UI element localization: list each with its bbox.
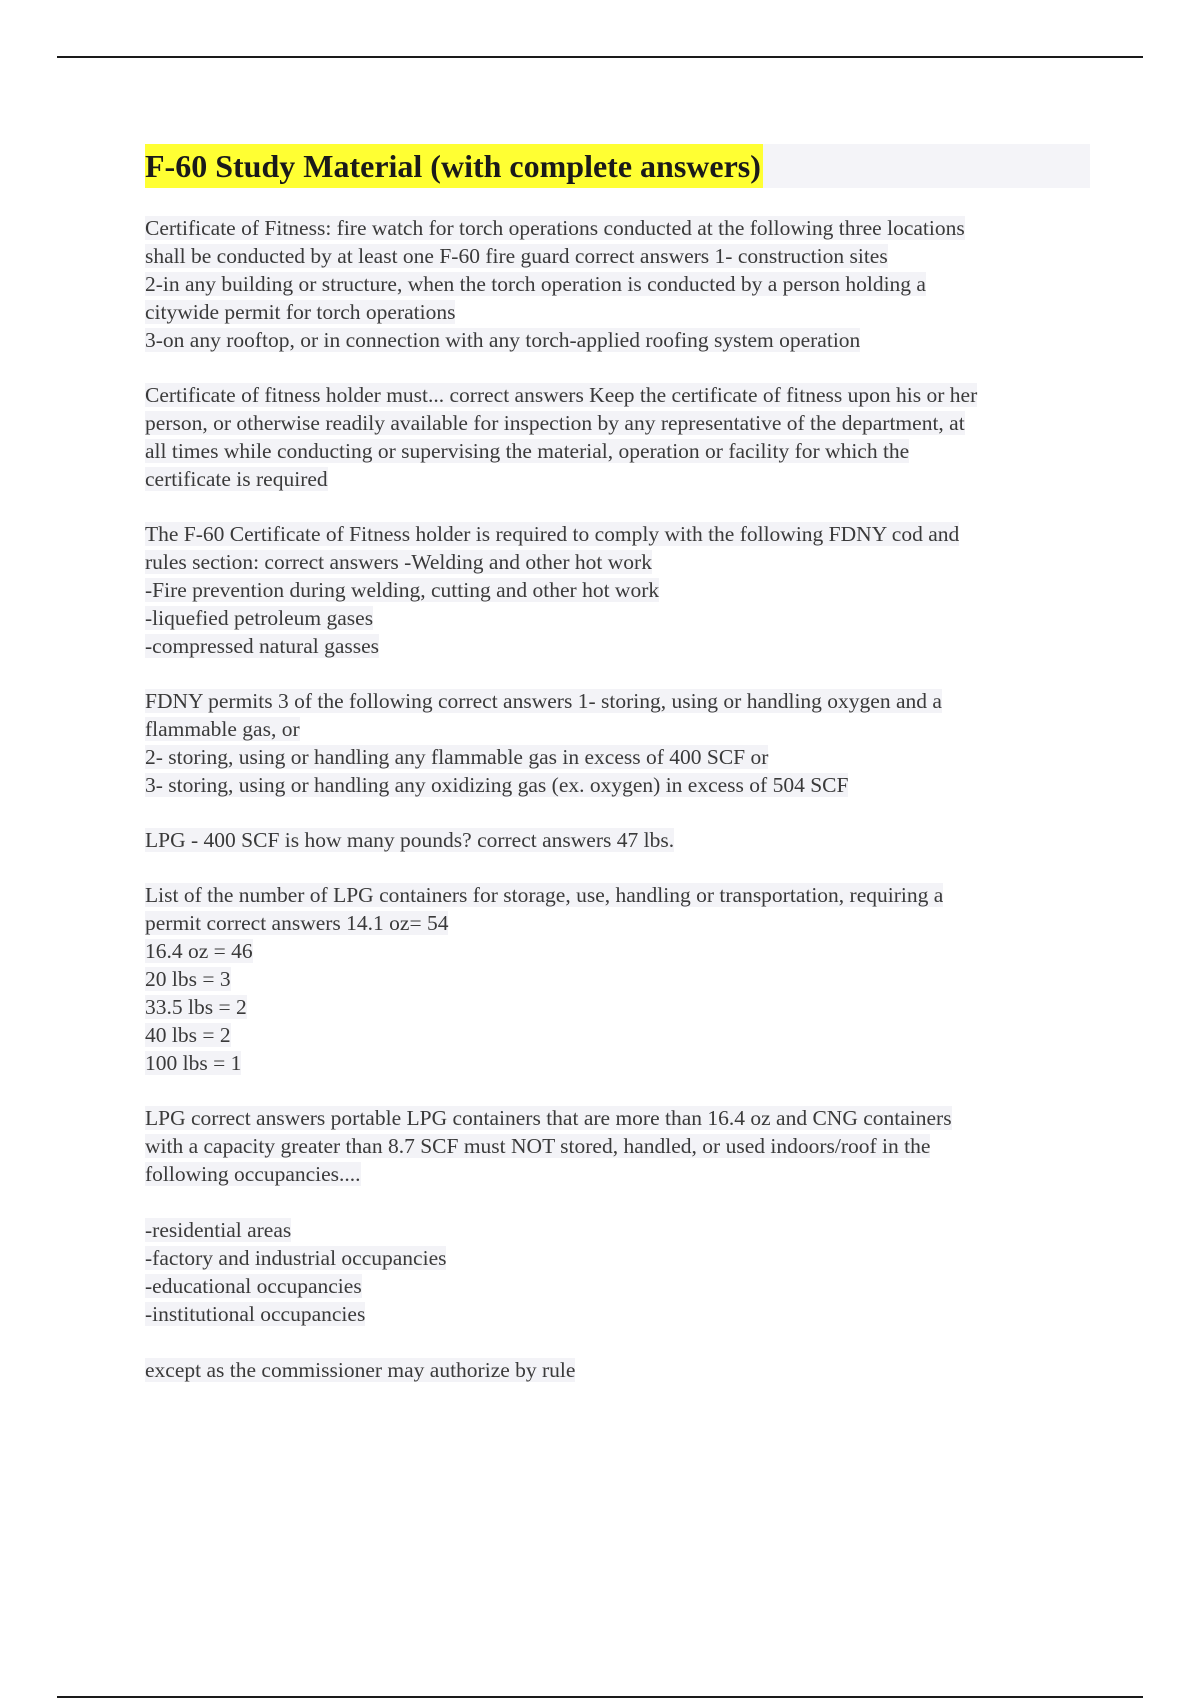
text-line-content: 2-in any building or structure, when the torch operation is conducted by a person holding a <box>145 272 926 296</box>
document-body <box>145 144 1090 1411</box>
text-line-content: permit correct answers 14.1 oz= 54 <box>145 911 449 935</box>
text-line-content: -factory and industrial occupancies <box>145 1246 447 1270</box>
text-line-content: -Fire prevention during welding, cutting and other hot work <box>145 578 660 602</box>
text-line <box>145 965 1090 993</box>
text-line <box>145 909 1090 937</box>
text-line-content: -educational occupancies <box>145 1274 362 1298</box>
text-line <box>145 1216 1090 1244</box>
text-line-content: rules section: correct answers -Welding and other hot work <box>145 550 652 574</box>
text-line <box>145 1300 1090 1328</box>
text-line-content: 2- storing, using or handling any flammable gas in excess of 400 SCF or <box>145 745 769 769</box>
text-line-content: Certificate of fitness holder must... correct answers Keep the certificate of fitness upon his or her <box>145 383 978 407</box>
text-line-content: 33.5 lbs = 2 <box>145 995 247 1019</box>
text-line-content: all times while conducting or supervising the material, operation or facility for which the <box>145 439 910 463</box>
text-line-content: List of the number of LPG containers for storage, use, handling or transportation, requiring a <box>145 883 944 907</box>
bottom-rule <box>57 1696 1143 1698</box>
qa-entry <box>145 881 1090 1077</box>
qa-entry <box>145 381 1090 493</box>
document-title: F-60 Study Material (with complete answers) <box>145 144 763 188</box>
text-line-content: 20 lbs = 3 <box>145 967 231 991</box>
qa-entry <box>145 214 1090 354</box>
text-line <box>145 1132 1090 1160</box>
text-line <box>145 826 1090 854</box>
text-line <box>145 576 1090 604</box>
text-line <box>145 381 1090 409</box>
text-line <box>145 993 1090 1021</box>
text-line-content: -residential areas <box>145 1218 292 1242</box>
text-line <box>145 1272 1090 1300</box>
text-line <box>145 270 1090 298</box>
qa-entry <box>145 687 1090 799</box>
text-line <box>145 743 1090 771</box>
text-line <box>145 520 1090 548</box>
text-line-content: -liquefied petroleum gases <box>145 606 374 630</box>
text-line-content: 3- storing, using or handling any oxidizing gas (ex. oxygen) in excess of 504 SCF <box>145 773 849 797</box>
text-line-content: 100 lbs = 1 <box>145 1051 242 1075</box>
qa-list <box>145 214 1090 1384</box>
qa-entry <box>145 520 1090 660</box>
text-line-content: Certificate of Fitness: fire watch for torch operations conducted at the following three locations <box>145 216 965 240</box>
text-line <box>145 409 1090 437</box>
text-line <box>145 242 1090 270</box>
text-line-content: 3-on any rooftop, or in connection with any torch-applied roofing system operation <box>145 328 861 352</box>
text-line <box>145 604 1090 632</box>
text-line <box>145 771 1090 799</box>
text-line <box>145 687 1090 715</box>
title-bar <box>145 144 1090 188</box>
text-line <box>145 437 1090 465</box>
text-line <box>145 715 1090 743</box>
text-line-content: LPG - 400 SCF is how many pounds? correct answers 47 lbs. <box>145 828 675 852</box>
text-line-content: LPG correct answers portable LPG containers that are more than 16.4 oz and CNG containers <box>145 1106 952 1130</box>
text-line-content: 40 lbs = 2 <box>145 1023 231 1047</box>
text-line <box>145 1244 1090 1272</box>
text-line <box>145 1356 1090 1384</box>
text-line <box>145 548 1090 576</box>
text-line <box>145 298 1090 326</box>
text-line <box>145 881 1090 909</box>
text-line-content: -institutional occupancies <box>145 1302 366 1326</box>
qa-entry <box>145 1104 1090 1384</box>
text-line-content: person, or otherwise readily available for inspection by any representative of the department, at <box>145 411 965 435</box>
text-line-content: shall be conducted by at least one F-60 fire guard correct answers 1- construction sites <box>145 244 888 268</box>
text-line <box>145 937 1090 965</box>
text-line-content: with a capacity greater than 8.7 SCF must NOT stored, handled, or used indoors/roof in the <box>145 1134 931 1158</box>
text-line-content: -compressed natural gasses <box>145 634 380 658</box>
top-rule <box>57 56 1143 58</box>
qa-entry <box>145 826 1090 854</box>
text-line <box>145 1104 1090 1132</box>
text-line-content: 16.4 oz = 46 <box>145 939 253 963</box>
text-line-content: The F-60 Certificate of Fitness holder is required to comply with the following FDNY cod and <box>145 522 960 546</box>
text-line <box>145 326 1090 354</box>
text-line <box>145 1021 1090 1049</box>
text-line <box>145 214 1090 242</box>
text-line-content: following occupancies.... <box>145 1162 361 1186</box>
text-line <box>145 1049 1090 1077</box>
text-line-content: FDNY permits 3 of the following correct answers 1- storing, using or handling oxygen and a <box>145 689 942 713</box>
text-line-content: certificate is required <box>145 467 328 491</box>
paragraph-gap <box>145 1188 1090 1216</box>
paragraph-gap <box>145 1328 1090 1356</box>
text-line <box>145 465 1090 493</box>
text-line <box>145 632 1090 660</box>
text-line-content: except as the commissioner may authorize by rule <box>145 1358 576 1382</box>
text-line-content: citywide permit for torch operations <box>145 300 456 324</box>
text-line-content: flammable gas, or <box>145 717 300 741</box>
text-line <box>145 1160 1090 1188</box>
